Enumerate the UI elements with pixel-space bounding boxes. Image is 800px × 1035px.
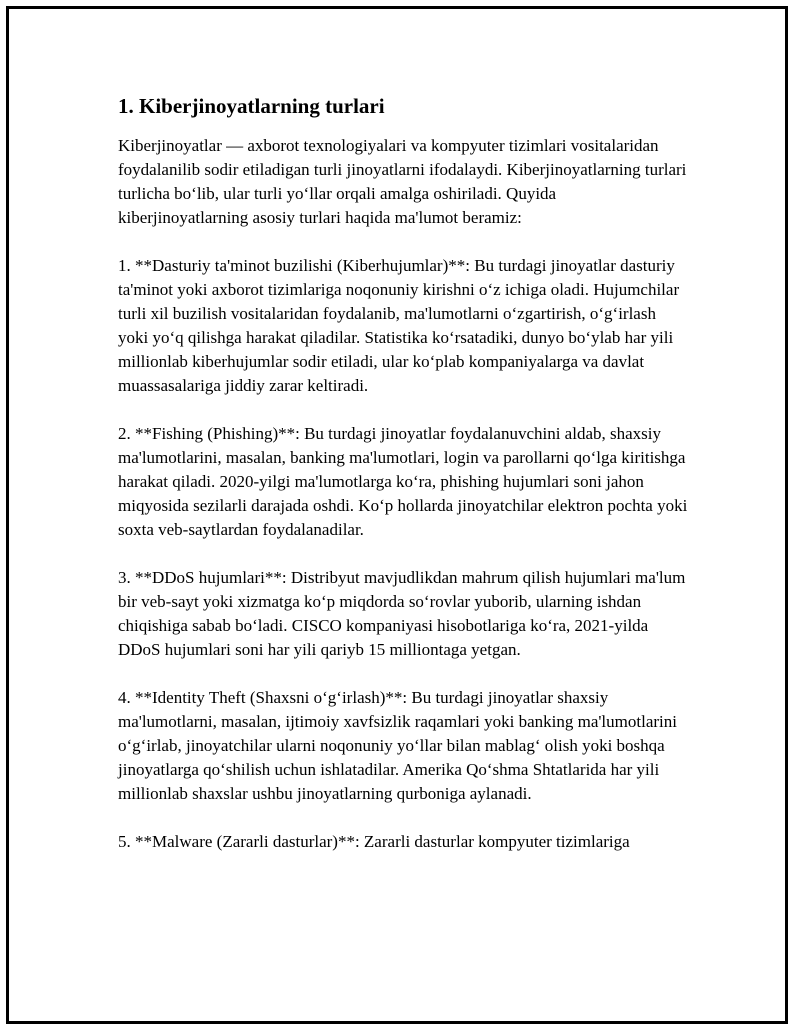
item-2-paragraph: 2. **Fishing (Phishing)**: Bu turdagi jinoyatlar foydalanuvchini aldab, shaxsiy ma'lumotlarini, masalan, banking ma'lumotlari, login va parollarni qo‘lga kiritishga harakat qiladi. 2020-yilgi ma'lumotlarga ko‘ra, phishing hujumlari soni jahon miqyosida sezilarli darajada oshdi. Ko‘p hollarda jinoyatchilar elektron pochta yoki soxta veb-saytlardan foydalanadilar. xyxy=(118,424,688,539)
item-1-paragraph: 1. **Dasturiy ta'minot buzilishi (Kiberhujumlar)**: Bu turdagi jinoyatlar dasturiy ta'minot yoki axborot tizimlariga noqonuniy kirishni o‘z ichiga oladi. Hujumchilar turli xil buzilish vositalaridan foydalanib, ma'lumotlarni o‘zgartirish, o‘g‘irlash yoki yo‘q qilishga harakat qiladilar. Statistika ko‘rsatadiki, dunyo bo‘ylab har yili millionlab kiberhujumlar sodir etiladi, ular ko‘plab kompaniyalarga va davlat muassasalariga jiddiy zarar keltiradi. xyxy=(118,256,680,395)
document-body xyxy=(118,92,688,878)
intro-paragraph: Kiberjinoyatlar — axborot texnologiyalari va kompyuter tizimlari vositalaridan foydalanilib sodir etiladigan turli jinoyatlarni ifodalaydi. Kiberjinoyatlarning turlari turlicha bo‘lib, ular turli yo‘llar orqali amalga oshiriladi. Quyida kiberjinoyatlarning asosiy turlari haqida ma'lumot beramiz: xyxy=(118,136,687,227)
section-title: 1. Kiberjinoyatlarning turlari xyxy=(118,94,385,118)
item-4-paragraph: 4. **Identity Theft (Shaxsni o‘g‘irlash)**: Bu turdagi jinoyatlar shaxsiy ma'lumotlarni, masalan, ijtimoiy xavfsizlik raqamlari yoki banking ma'lumotlarini o‘g‘irlab, jinoyatchilar ularni noqonuniy yo‘llar bilan mablag‘ olish yoki boshqa jinoyatlarga qo‘shilish uchun ishlatadilar. Amerika Qo‘shma Shtatlarida har yili millionlab shaxslar ushbu jinoyatlarning qurboniga aylanadi. xyxy=(118,688,677,803)
item-3-paragraph: 3. **DDoS hujumlari**: Distribyut mavjudlikdan mahrum qilish hujumlari ma'lum bir veb-sayt yoki xizmatga ko‘p miqdorda so‘rovlar yuborib, ularning ishdan chiqishiga sabab bo‘ladi. CISCO kompaniyasi hisobotlariga ko‘ra, 2021-yilda DDoS hujumlari soni har yili qariyb 15 milliontaga yetgan. xyxy=(118,568,686,659)
item-5-paragraph: 5. **Malware (Zararli dasturlar)**: Zararli dasturlar kompyuter tizimlariga xyxy=(118,832,630,851)
